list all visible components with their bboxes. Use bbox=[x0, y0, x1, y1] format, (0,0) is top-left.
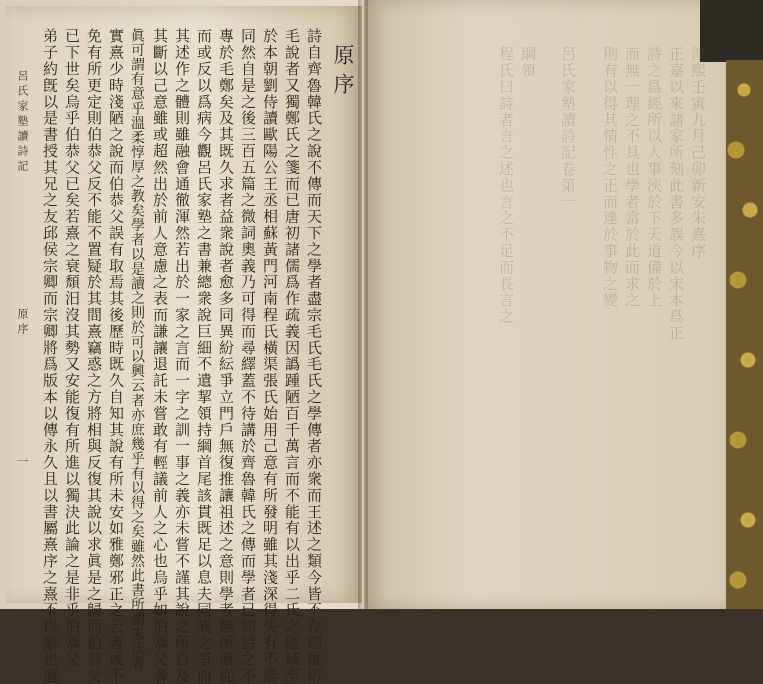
section-margin: 原序 bbox=[16, 308, 29, 338]
text-column: 詩自齊魯韓氏之說不傳而天下之學者盡宗毛氏毛氏之學傳者亦衆而王述之類今皆不存則推衍 bbox=[305, 28, 323, 684]
ghost-column: 正嘉以來諸家所刻此書多誤今以宋本爲正 bbox=[667, 46, 685, 342]
text-column: 實熹少時淺陋之說而伯恭父誤有取焉其後歷時既久自知其說有所未安如雅鄭邪正之云者或不 bbox=[107, 28, 125, 684]
text-column: 免有所更定則伯恭父反不能不置疑於其間熹竊惑之方將相與反復其說以求眞是之歸而伯恭父 bbox=[85, 28, 103, 684]
background-corner bbox=[700, 0, 763, 62]
ghost-column: 而無一理之不具也學者當於此而求之 bbox=[623, 46, 641, 309]
text-column: 於本朝劉侍讀歐陽公王丞相蘇黃門河南程氏橫渠張氏始用己意有所發明雖其淺深得失有不能 bbox=[261, 28, 279, 684]
text-column: 眞可謂有意乎溫柔惇厚之教矣學者以是讀之則於可以興云者亦庶幾乎有以得之矣雖然此書所謂朱氏者 bbox=[129, 28, 145, 671]
book-title-margin: 呂氏家塾讀詩記 bbox=[16, 70, 29, 175]
preface-heading: 原序 bbox=[331, 44, 355, 102]
ghost-column: 詩之爲經所以人事浹於下天道備於上 bbox=[645, 46, 663, 309]
text-column: 同然自是之後三百五篇之微詞奧義乃可得而尋繹蓋不待講於齊魯韓氏之傳而學者已知詩之不 bbox=[239, 28, 257, 684]
ghost-column: 程氏曰詩者言之述也言之不足而長言之 bbox=[497, 46, 515, 325]
ghost-column: 則有以得其情性之正而達於事物之變 bbox=[601, 46, 619, 309]
text-column: 專於毛鄭矣及其既久求者益衆說者愈多同異紛紜爭立門戶無復推讓祖述之意則學者無所適從 bbox=[217, 28, 235, 684]
text-column: 其斷以己意雖或超然出於前人意慮之表而謙讓退託未嘗敢有輕議前人之心也烏乎如伯恭父者 bbox=[151, 28, 169, 684]
text-column: 而或反以爲病今觀呂氏家塾之書兼總衆說巨細不遺挈領持綱首尾該貫既足以息夫同異之爭而 bbox=[195, 28, 213, 684]
decorative-cover-edge bbox=[726, 60, 763, 609]
page-number: 一 bbox=[15, 455, 29, 467]
ghost-column: 呂氏家塾讀詩記卷第一 bbox=[559, 46, 577, 210]
text-column: 其述作之體則雖融會通徹渾然若出於一家之言而一字之訓一事之義亦未嘗不謹其說之所自及 bbox=[173, 28, 191, 684]
book-spine bbox=[358, 0, 368, 609]
ghost-column: 淳熙壬寅九月己卯新安朱熹序 bbox=[689, 46, 707, 260]
ghost-column: 綱領 bbox=[519, 46, 537, 79]
text-column: 毛說者又獨鄭氏之箋而已唐初諸儒爲作疏義因譌踵陋百千萬言而不能有以出乎二氏之區域至 bbox=[283, 28, 301, 684]
text-column: 弟子約旣以是書授其兄之友邱侯宗卿而宗卿將爲版本以傳永久且以書屬熹序之熹不得辭也適 bbox=[41, 28, 59, 684]
text-column: 已下世矣烏乎伯恭父已矣若熹之衰頹汨沒其勢又安能復有所進以獨決此論之是非乎伯恭父 bbox=[63, 28, 81, 668]
